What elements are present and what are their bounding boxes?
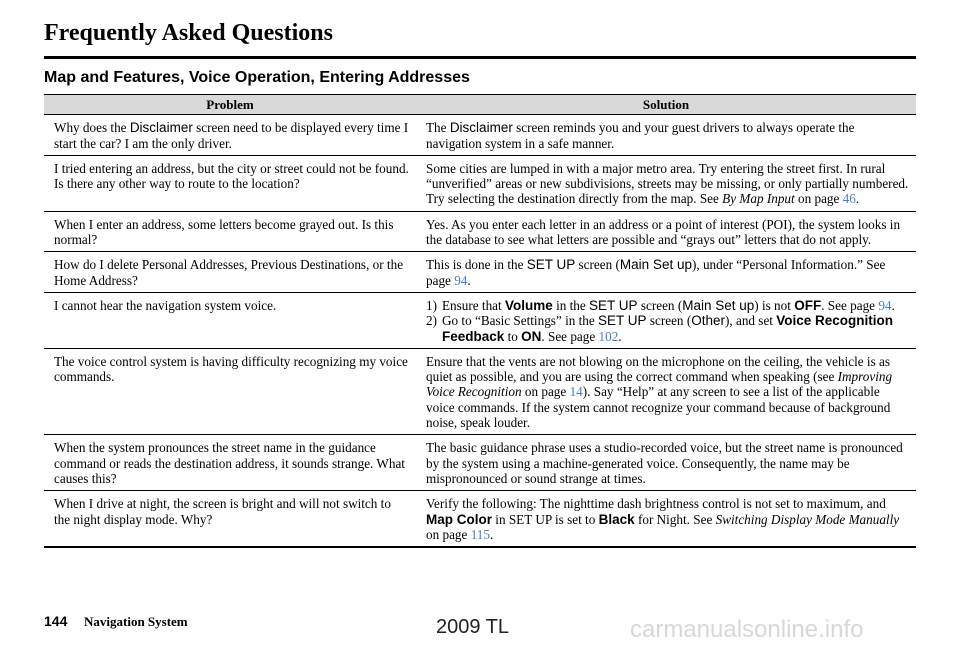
step-number: 1) xyxy=(426,297,437,313)
text: . xyxy=(467,272,471,288)
problem-cell xyxy=(44,115,416,156)
step-number: 2) xyxy=(426,313,437,329)
text: Ensure that the vents are not blowing on the microphone on the ceiling, the vehicle is as quiet as possible, and you are using the correct command when speaking (see xyxy=(426,353,891,385)
text: ). Say “Help” at any screen to see a list of the applicable voice commands. If the system cannot recognize your command because of background noise, speak louder. xyxy=(426,384,891,431)
page-link[interactable]: 94 xyxy=(454,272,468,288)
table-row xyxy=(44,435,916,491)
section-heading: Map and Features, Voice Operation, Entering Addresses xyxy=(44,69,470,86)
ui-term-bold: Voice Recognition Feedback xyxy=(442,313,894,344)
problem-cell: I tried entering an address, but the city or street could not be found. Is there any other way to route to the location? xyxy=(44,155,416,211)
text: screen ( xyxy=(575,257,620,273)
table-row xyxy=(44,292,916,348)
text: Why does the xyxy=(54,120,130,136)
solution-cell xyxy=(416,155,916,211)
solution-cell: Yes. As you enter each letter in an address or a point of interest (POI), the system looks in the database to see what letters are possible and “grays out” letters that do not apply. xyxy=(416,211,916,252)
problem-cell: When the system pronounces the street name in the guidance command or reads the destination address, it sounds strange. What causes this? xyxy=(44,435,416,491)
ui-term: SET UP xyxy=(598,313,647,329)
section-reference: Switching Display Mode Manually xyxy=(715,511,900,527)
solution-cell xyxy=(416,292,916,348)
problem-cell: When I drive at night, the screen is bright and will not switch to the night display mode. Why? xyxy=(44,491,416,547)
text: . xyxy=(489,526,494,542)
ui-term: Disclaimer xyxy=(129,120,193,136)
title-divider xyxy=(44,56,916,59)
text: screen need to be displayed every time I start the car? I am the only driver. xyxy=(54,120,409,151)
ui-term-bold: Map Color xyxy=(426,511,492,527)
text: on page xyxy=(521,384,570,400)
ui-term-bold: Black xyxy=(598,511,635,527)
ui-term: SET UP xyxy=(526,257,576,273)
text: for Night. See xyxy=(634,511,716,527)
text: on page xyxy=(794,191,843,207)
text: Some cities are lumped in with a major metro area. Try entering the street first. In rural “unverified” areas or new subdivisions, streets may be missing, or only partially numbered. Try selecting the destination directly from the map. See xyxy=(426,160,909,207)
problem-cell: How do I delete Personal Addresses, Previous Destinations, or the Home Address? xyxy=(44,252,416,293)
page-link[interactable]: 46 xyxy=(842,191,856,207)
table-row xyxy=(44,348,916,434)
solution-cell xyxy=(416,252,916,293)
faq-table xyxy=(44,94,916,548)
step-text: Go to “Basic Settings” in the SET UP screen (Other), and set Voice Recognition Feedback to ON. See page 102. xyxy=(442,313,894,344)
table-row xyxy=(44,252,916,293)
text: The xyxy=(426,120,450,136)
solution-cell xyxy=(416,348,916,434)
page-link[interactable]: 115 xyxy=(470,526,490,542)
section-reference: Improving Voice Recognition xyxy=(426,369,893,400)
text: in SET UP is set to xyxy=(492,511,599,527)
text: ), under “Personal Information.” See page xyxy=(426,257,886,288)
ui-term-bold: ON xyxy=(521,328,542,344)
text: Verify the following: The nighttime dash brightness control is not set to maximum, and xyxy=(426,496,886,512)
section-reference: By Map Input xyxy=(722,191,795,207)
footer-section-name: Navigation System xyxy=(84,614,188,629)
problem-cell: I cannot hear the navigation system voice. xyxy=(44,292,416,348)
ui-term: Disclaimer xyxy=(449,120,513,136)
watermark-site: carmanualsonline.info xyxy=(630,616,864,643)
text: This is done in the xyxy=(426,257,527,273)
page-link[interactable]: 94 xyxy=(878,297,892,313)
solution-cell xyxy=(416,491,916,547)
step-text: Ensure that Volume in the SET UP screen (Main Set up) is not OFF. See page 94. xyxy=(442,297,895,313)
ui-term-bold: Volume xyxy=(505,297,553,313)
ui-term: Main Set up xyxy=(619,257,692,273)
solution-cell: The basic guidance phrase uses a studio-recorded voice, but the street name is pronounced by the system using a machine-generated voice. Consequently, the name may be mispronounced or sound strange at times. xyxy=(416,435,916,491)
watermark-model: 2009 TL xyxy=(436,616,510,638)
page-link[interactable]: 14 xyxy=(569,384,583,400)
page-link[interactable]: 102 xyxy=(598,328,619,344)
footer-page-number: 144 xyxy=(44,613,68,629)
text: . xyxy=(855,191,860,207)
table-row xyxy=(44,115,916,156)
table-row xyxy=(44,211,916,252)
problem-cell: The voice control system is having difficulty recognizing my voice commands. xyxy=(44,348,416,434)
ui-term: SET UP xyxy=(589,297,638,313)
ui-term: Other xyxy=(691,313,725,329)
text: on page xyxy=(426,526,471,542)
table-row xyxy=(44,491,916,547)
ui-term: Main Set up xyxy=(682,297,755,313)
solution-cell xyxy=(416,115,916,156)
ui-term-bold: OFF xyxy=(794,297,822,313)
table-header-row xyxy=(44,95,916,115)
step-2 xyxy=(426,313,910,344)
column-header-solution: Solution xyxy=(416,95,916,115)
table-row xyxy=(44,155,916,211)
column-header-problem: Problem xyxy=(44,95,416,115)
step-1 xyxy=(426,298,910,313)
text: screen reminds you and your guest drivers to always operate the navigation system in a safe manner. xyxy=(426,120,855,151)
problem-cell: When I enter an address, some letters become grayed out. Is this normal? xyxy=(44,211,416,252)
page-title: Frequently Asked Questions xyxy=(44,20,333,46)
